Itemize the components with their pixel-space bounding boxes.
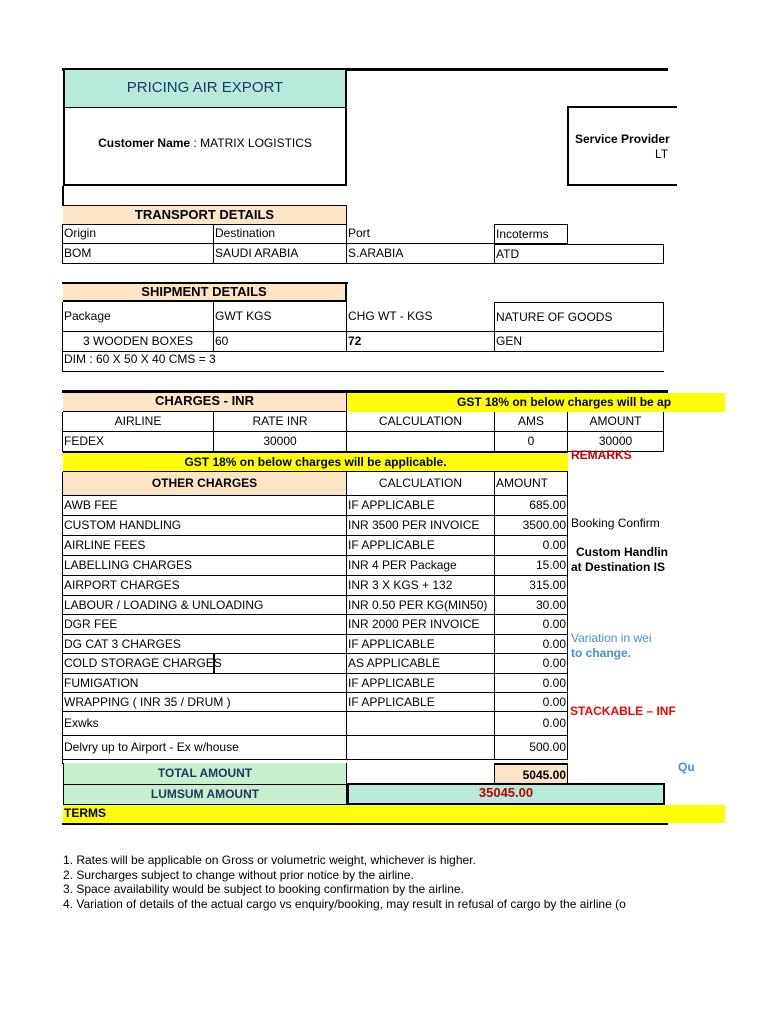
transport-destination: SAUDI ARABIA bbox=[214, 244, 347, 264]
customer-label: Customer Name bbox=[98, 136, 191, 150]
service-provider-label: Service Provider bbox=[575, 132, 670, 146]
transport-incoterms: ATD bbox=[495, 244, 664, 264]
other-row-amount: 315.00 bbox=[495, 576, 568, 596]
other-row-name: DG CAT 3 CHARGES bbox=[63, 635, 347, 654]
other-row-amount: 0.00 bbox=[495, 536, 568, 556]
shipment-col-chgwt: CHG WT - KGS bbox=[347, 302, 495, 332]
other-row-amount: 0.00 bbox=[495, 615, 568, 635]
charges-rate: 30000 bbox=[214, 432, 347, 452]
other-row-calc: IF APPLICABLE bbox=[347, 496, 495, 516]
charges-col-amount: AMOUNT bbox=[568, 412, 664, 432]
other-row-calc: AS APPLICABLE bbox=[347, 654, 495, 674]
other-row-calc bbox=[347, 736, 495, 760]
service-provider-box bbox=[567, 106, 677, 186]
note-variation-2: to change. bbox=[571, 646, 632, 660]
other-row-name: AIRPORT CHARGES bbox=[63, 576, 347, 596]
other-row-name: COLD STORAGE CHARGES bbox=[63, 654, 214, 674]
charges-col-rate: RATE INR bbox=[214, 412, 347, 432]
other-row-name: LABOUR / LOADING & UNLOADING bbox=[63, 596, 347, 615]
terms-line-1: 1. Rates will be applicable on Gross or volumetric weight, whichever is higher. bbox=[63, 853, 476, 867]
customer-name: MATRIX LOGISTICS bbox=[200, 136, 312, 150]
other-row-amount: 0.00 bbox=[495, 712, 568, 736]
other-gst-note: GST 18% on below charges will be applicable. bbox=[63, 452, 568, 472]
total-calc-empty bbox=[347, 763, 495, 785]
shipment-left-border bbox=[62, 302, 63, 372]
shipment-package: 3 WOODEN BOXES bbox=[63, 332, 214, 352]
other-header: OTHER CHARGES bbox=[63, 472, 347, 496]
other-row-amount: 0.00 bbox=[495, 635, 568, 654]
other-row-calc: INR 3500 PER INVOICE bbox=[347, 516, 495, 536]
transport-col-destination: Destination bbox=[214, 224, 347, 244]
charges-col-ams: AMS bbox=[495, 412, 568, 432]
other-row-calc: INR 3 X KGS + 132 bbox=[347, 576, 495, 596]
note-custom-1: Custom Handlin bbox=[576, 545, 668, 559]
other-row-name: LABELLING CHARGES bbox=[63, 556, 347, 576]
other-col-amount: AMOUNT bbox=[495, 472, 568, 496]
other-row-calc: IF APPLICABLE bbox=[347, 635, 495, 654]
other-row-name: AIRLINE FEES bbox=[63, 536, 347, 556]
remarks-fragment: REMARKS bbox=[571, 448, 632, 462]
other-row-amount: 0.00 bbox=[495, 674, 568, 693]
note-custom-2: at Destination IS bbox=[571, 560, 666, 574]
other-row-amount: 3500.00 bbox=[495, 516, 568, 536]
note-variation-1: Variation in wei bbox=[571, 631, 652, 645]
customer-sep: : bbox=[190, 136, 201, 150]
other-row-name: Exwks bbox=[63, 712, 347, 736]
transport-header: TRANSPORT DETAILS bbox=[63, 205, 347, 225]
lumsum-label: LUMSUM AMOUNT bbox=[63, 785, 347, 805]
transport-left-border bbox=[62, 224, 63, 264]
transport-port: S.ARABIA bbox=[347, 244, 495, 264]
shipment-gwt: 60 bbox=[214, 332, 347, 352]
charges-calc bbox=[347, 432, 495, 452]
charges-amount: 30000 bbox=[568, 432, 664, 452]
other-row-name: Delvry up to Airport - Ex w/house bbox=[63, 736, 347, 760]
note-qu: Qu bbox=[678, 760, 695, 774]
lumsum-box bbox=[347, 783, 665, 805]
other-row-calc: IF APPLICABLE bbox=[347, 674, 495, 693]
charges-col-airline: AIRLINE bbox=[63, 412, 214, 432]
shipment-col-package: Package bbox=[63, 302, 214, 332]
terms-header: TERMS bbox=[63, 805, 725, 823]
transport-col-origin: Origin bbox=[63, 224, 214, 244]
shipment-col-nature: NATURE OF GOODS bbox=[495, 302, 664, 332]
other-row-calc: INR 4 PER Package bbox=[347, 556, 495, 576]
charges-left-border bbox=[62, 412, 63, 452]
terms-line-4: 4. Variation of details of the actual cargo vs enquiry/booking, may result in refusal of cargo by the airline (o bbox=[63, 896, 626, 911]
total-label: TOTAL AMOUNT bbox=[63, 763, 347, 785]
other-row-name: CUSTOM HANDLING bbox=[63, 516, 347, 536]
other-row-calc: INR 2000 PER INVOICE bbox=[347, 615, 495, 635]
other-row-name: AWB FEE bbox=[63, 496, 347, 516]
note-stackable: STACKABLE – INF bbox=[570, 704, 676, 718]
charges-header: CHARGES - INR bbox=[63, 393, 347, 412]
transport-origin: BOM bbox=[63, 244, 214, 264]
note-booking: Booking Confirm bbox=[571, 516, 660, 530]
transport-col-port: Port bbox=[347, 224, 495, 244]
service-provider-sub: LT bbox=[655, 147, 669, 161]
other-row-name: WRAPPING ( INR 35 / DRUM ) bbox=[63, 693, 347, 712]
other-row-amount: 685.00 bbox=[495, 496, 568, 516]
terms-list bbox=[63, 853, 668, 911]
total-value: 5045.00 bbox=[495, 763, 568, 785]
other-row-calc: INR 0.50 PER KG(MIN50) bbox=[347, 596, 495, 615]
shipment-col-gwt: GWT KGS bbox=[214, 302, 347, 332]
lumsum-value: 35045.00 bbox=[478, 785, 534, 800]
customer-line bbox=[65, 136, 345, 150]
other-row-empty bbox=[214, 654, 347, 674]
other-row-name: DGR FEE bbox=[63, 615, 347, 635]
terms-bottom-border bbox=[62, 823, 668, 825]
other-row-calc bbox=[347, 712, 495, 736]
customer-box bbox=[63, 108, 347, 186]
other-row-calc: IF APPLICABLE bbox=[347, 693, 495, 712]
other-row-amount: 15.00 bbox=[495, 556, 568, 576]
terms-line-3: 3. Space availability would be subject to booking confirmation by the airline. bbox=[63, 882, 464, 896]
charges-gst-note: GST 18% on below charges will be ap bbox=[347, 393, 725, 412]
other-row-amount: 0.00 bbox=[495, 654, 568, 674]
charges-ams: 0 bbox=[495, 432, 568, 452]
other-row-name: FUMIGATION bbox=[63, 674, 347, 693]
shipment-dim: DIM : 60 X 50 X 40 CMS = 3 bbox=[64, 352, 216, 366]
shipment-header: SHIPMENT DETAILS bbox=[63, 284, 347, 302]
shipment-nature: GEN bbox=[495, 332, 664, 352]
charges-airline: FEDEX bbox=[63, 432, 214, 452]
other-row-amount: 30.00 bbox=[495, 596, 568, 615]
charges-col-calc: CALCULATION bbox=[347, 412, 495, 432]
shipment-chgwt: 72 bbox=[347, 332, 495, 352]
other-row-amount: 0.00 bbox=[495, 693, 568, 712]
other-row-amount: 500.00 bbox=[495, 736, 568, 760]
transport-col-incoterms: Incoterms bbox=[495, 224, 568, 244]
left-border-upper bbox=[62, 186, 64, 206]
dim-bottom-border bbox=[62, 371, 664, 372]
other-row-calc: IF APPLICABLE bbox=[347, 536, 495, 556]
other-col-calc: CALCULATION bbox=[347, 472, 495, 496]
page-title: PRICING AIR EXPORT bbox=[63, 70, 347, 108]
terms-line-2: 2. Surcharges subject to change without prior notice by the airline. bbox=[63, 867, 414, 882]
